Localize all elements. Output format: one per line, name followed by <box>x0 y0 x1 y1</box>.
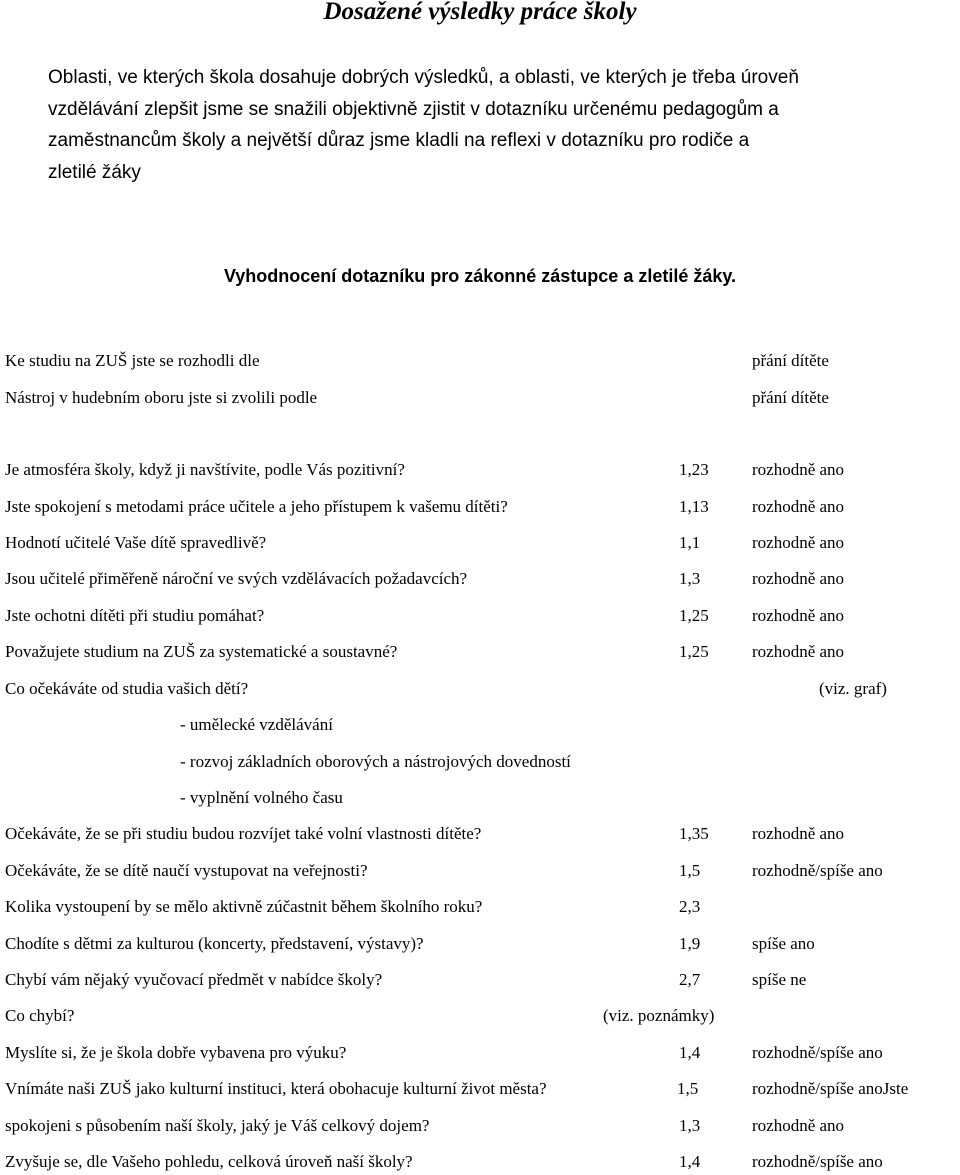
survey-answer: rozhodně/spíše ano <box>752 1152 883 1171</box>
survey-question: Jste spokojení s metodami práce učitele a jeho přístupem k vašemu dítěti? <box>5 497 508 516</box>
list-item: - vyplnění volného času <box>180 788 343 807</box>
survey-score: 1,5 <box>679 861 701 880</box>
choice-question: Nástroj v hudebním oboru jste si zvolili podle <box>5 388 318 407</box>
survey-answer: rozhodně ano <box>752 497 845 516</box>
survey-question: Jsou učitelé přiměřeně nároční ve svých vzdělávacích požadavcích? <box>5 569 468 588</box>
survey-question: Zvyšuje se, dle Vašeho pohledu, celková úroveň naší školy? <box>5 1152 413 1171</box>
survey-score: 2,3 <box>679 897 701 916</box>
survey-answer: rozhodně ano <box>752 460 845 479</box>
choice-answer: přání dítěte <box>752 351 829 370</box>
survey-question: Co očekáváte od studia vašich dětí? <box>5 679 249 698</box>
survey-answer: rozhodně ano <box>752 533 845 552</box>
survey-score: 1,35 <box>679 824 709 843</box>
survey-question: Myslíte si, že je škola dobře vybavena pro výuku? <box>5 1043 347 1062</box>
survey-score: 1,3 <box>679 569 701 588</box>
survey-answer: spíše ano <box>752 934 815 953</box>
survey-score: 1,5 <box>677 1079 699 1098</box>
survey-answer: rozhodně ano <box>752 824 845 843</box>
intro-line: zletilé žáky <box>48 161 141 183</box>
list-item: - rozvoj základních oborových a nástrojových dovedností <box>180 752 571 771</box>
section-heading: Vyhodnocení dotazníku pro zákonné zástupce a zletilé žáky. <box>223 266 737 286</box>
chart-reference-note: (viz. graf) <box>819 679 887 698</box>
survey-score: 1,3 <box>679 1116 701 1135</box>
survey-score: 1,13 <box>679 497 709 516</box>
survey-question: Co chybí? <box>5 1006 75 1025</box>
intro-paragraph <box>48 62 948 188</box>
survey-score: 1,25 <box>679 642 709 661</box>
survey-answer: rozhodně ano <box>752 642 845 661</box>
survey-question: spokojeni s působením naší školy, jaký je Váš celkový dojem? <box>5 1116 430 1135</box>
page-title: Dosažené výsledky práce školy <box>323 0 637 25</box>
survey-score: 1,4 <box>679 1152 701 1171</box>
survey-question: Jste ochotni dítěti při studiu pomáhat? <box>5 606 265 625</box>
survey-question: Je atmosféra školy, když ji navštívite, podle Vás pozitivní? <box>5 460 405 479</box>
survey-question: Vnímáte naši ZUŠ jako kulturní instituci, která obohacuje kulturní život města? <box>5 1079 547 1098</box>
survey-answer: rozhodně/spíše ano <box>752 1043 883 1062</box>
survey-question: Považujete studium na ZUŠ za systematické a soustavné? <box>5 642 398 661</box>
survey-answer: rozhodně ano <box>752 606 845 625</box>
survey-question: Chybí vám nějaký vyučovací předmět v nabídce školy? <box>5 970 383 989</box>
survey-answer: rozhodně/spíše anoJste <box>752 1079 909 1098</box>
notes-reference-note: (viz. poznámky) <box>603 1006 715 1025</box>
choice-question: Ke studiu na ZUŠ jste se rozhodli dle <box>5 351 260 370</box>
survey-score: 1,23 <box>679 460 709 479</box>
survey-score: 1,1 <box>679 533 701 552</box>
survey-score: 1,4 <box>679 1043 701 1062</box>
choice-answer: přání dítěte <box>752 388 829 407</box>
survey-answer: rozhodně ano <box>752 1116 845 1135</box>
intro-line: zaměstnancům školy a největší důraz jsme kladli na reflexi v dotazníku pro rodiče a <box>48 130 750 151</box>
survey-score: 1,25 <box>679 606 709 625</box>
intro-line: vzdělávání zlepšit jsme se snažili objektivně zjistit v dotazníku určenému pedagogům a <box>48 98 779 120</box>
survey-score: 2,7 <box>679 970 701 989</box>
intro-line: Oblasti, ve kterých škola dosahuje dobrých výsledků, a oblasti, ve kterých je třeba úroveň <box>48 67 799 88</box>
survey-score: 1,9 <box>679 934 701 953</box>
survey-answer: rozhodně/spíše ano <box>752 861 883 880</box>
list-item: - umělecké vzdělávání <box>180 715 333 734</box>
survey-answer: spíše ne <box>752 970 807 989</box>
survey-question: Očekáváte, že se dítě naučí vystupovat na veřejnosti? <box>5 861 368 880</box>
survey-answer: rozhodně ano <box>752 569 845 588</box>
survey-question: Očekáváte, že se při studiu budou rozvíjet také volní vlastnosti dítěte? <box>5 824 482 843</box>
survey-question: Chodíte s dětmi za kulturou (koncerty, představení, výstavy)? <box>5 934 424 953</box>
survey-question: Hodnotí učitelé Vaše dítě spravedlivě? <box>5 533 267 552</box>
survey-question: Kolika vystoupení by se mělo aktivně zúčastnit během školního roku? <box>5 897 483 916</box>
